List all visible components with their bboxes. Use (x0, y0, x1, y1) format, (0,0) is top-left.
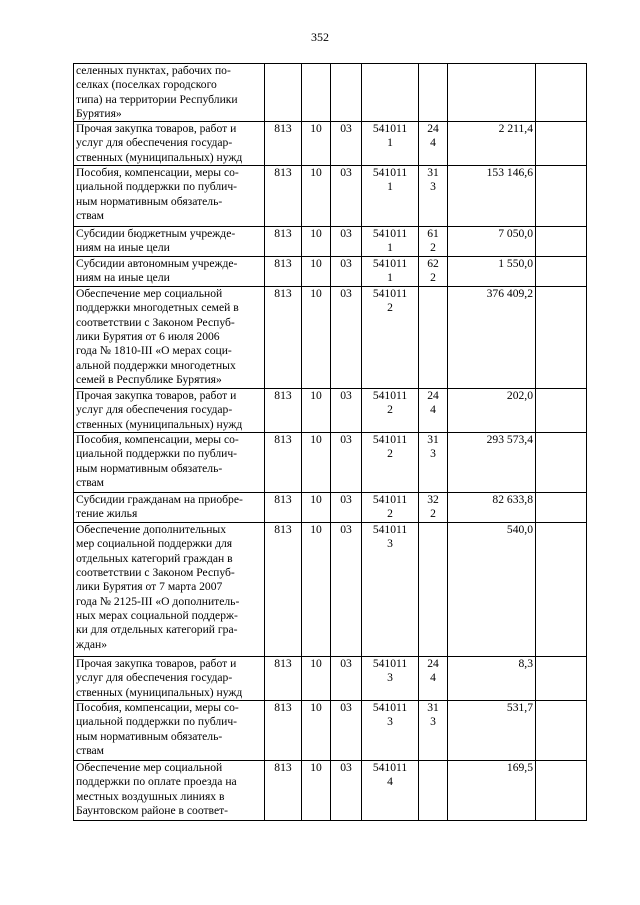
table-row (74, 657, 587, 701)
cell-sum: 8,3 (448, 657, 536, 701)
cell-ved: 813 (265, 287, 302, 389)
table-row (74, 493, 587, 523)
cell-name: селенных пунктах, рабочих по- селках (поселках городского типа) на территории Республики Бурятия» (74, 64, 265, 122)
cell-vr: 32 2 (419, 493, 448, 523)
cell-ved: 813 (265, 227, 302, 257)
table-row (74, 701, 587, 761)
cell-pr (331, 64, 362, 122)
cell-rz: 10 (302, 701, 331, 761)
cell-rz: 10 (302, 122, 331, 166)
cell-vr: 24 4 (419, 657, 448, 701)
cell-pr: 03 (331, 523, 362, 657)
cell-empty (536, 122, 587, 166)
cell-name: Обеспечение мер социальной поддержки по оплате проезда на местных воздушных линиях в Баунтовском районе в соответ- (74, 761, 265, 821)
cell-vr: 31 3 (419, 701, 448, 761)
cell-name: Субсидии автономным учрежде- ниям на иные цели (74, 257, 265, 287)
cell-pr: 03 (331, 701, 362, 761)
cell-empty (536, 257, 587, 287)
cell-empty (536, 701, 587, 761)
cell-empty (536, 433, 587, 493)
cell-csr: 541011 3 (362, 701, 419, 761)
cell-vr: 62 2 (419, 257, 448, 287)
cell-pr: 03 (331, 287, 362, 389)
cell-empty (536, 389, 587, 433)
cell-csr: 541011 1 (362, 122, 419, 166)
cell-sum: 169,5 (448, 761, 536, 821)
cell-sum: 540,0 (448, 523, 536, 657)
cell-name: Прочая закупка товаров, работ и услуг для обеспечения государ- ственных (муниципальных) нужд (74, 122, 265, 166)
cell-vr (419, 761, 448, 821)
cell-empty (536, 657, 587, 701)
cell-rz: 10 (302, 433, 331, 493)
page-number: 352 (311, 30, 329, 44)
cell-vr (419, 287, 448, 389)
cell-empty (536, 287, 587, 389)
cell-pr: 03 (331, 257, 362, 287)
table-row (74, 523, 587, 657)
table-row (74, 389, 587, 433)
budget-table (73, 63, 587, 821)
cell-empty (536, 493, 587, 523)
cell-csr: 541011 1 (362, 166, 419, 227)
cell-name: Пособия, компенсации, меры со- циальной поддержки по публич- ным нормативным обязатель- ствам (74, 433, 265, 493)
table-row (74, 761, 587, 821)
cell-name: Обеспечение мер социальной поддержки многодетных семей в соответствии с Законом Респуб- лики Бурятия от 6 июля 2006 года № 1810-III «О мерах соци- альной поддержки многодетных семей в Республике Бурятия» (74, 287, 265, 389)
cell-rz: 10 (302, 523, 331, 657)
cell-csr: 541011 3 (362, 657, 419, 701)
cell-pr: 03 (331, 227, 362, 257)
cell-vr: 31 3 (419, 166, 448, 227)
cell-sum: 202,0 (448, 389, 536, 433)
cell-csr: 541011 1 (362, 257, 419, 287)
cell-vr (419, 523, 448, 657)
cell-sum: 82 633,8 (448, 493, 536, 523)
cell-sum: 376 409,2 (448, 287, 536, 389)
cell-vr (419, 64, 448, 122)
cell-empty (536, 523, 587, 657)
cell-ved: 813 (265, 523, 302, 657)
cell-csr (362, 64, 419, 122)
cell-rz: 10 (302, 287, 331, 389)
cell-vr: 31 3 (419, 433, 448, 493)
cell-ved: 813 (265, 122, 302, 166)
table-row (74, 64, 587, 122)
cell-ved: 813 (265, 166, 302, 227)
cell-ved: 813 (265, 389, 302, 433)
cell-rz: 10 (302, 257, 331, 287)
cell-vr: 24 4 (419, 389, 448, 433)
cell-empty (536, 64, 587, 122)
cell-csr: 541011 1 (362, 227, 419, 257)
table-row (74, 433, 587, 493)
table-row (74, 166, 587, 227)
cell-csr: 541011 2 (362, 287, 419, 389)
table-row (74, 257, 587, 287)
cell-ved (265, 64, 302, 122)
cell-pr: 03 (331, 761, 362, 821)
table-row (74, 287, 587, 389)
cell-name: Субсидии бюджетным учрежде- ниям на иные цели (74, 227, 265, 257)
cell-name: Обеспечение дополнительных мер социальной поддержки для отдельных категорий граждан в соответствии с Законом Респуб- лики Бурятия от 7 марта 2007 года № 2125-III «О дополнитель- ных мерах социальной поддерж- ки для отдельных категорий гра- ждан» (74, 523, 265, 657)
cell-rz: 10 (302, 657, 331, 701)
cell-name: Субсидии гражданам на приобре- тение жилья (74, 493, 265, 523)
cell-rz: 10 (302, 389, 331, 433)
cell-pr: 03 (331, 122, 362, 166)
cell-vr: 61 2 (419, 227, 448, 257)
cell-csr: 541011 3 (362, 523, 419, 657)
cell-empty (536, 166, 587, 227)
cell-ved: 813 (265, 761, 302, 821)
cell-empty (536, 227, 587, 257)
cell-name: Пособия, компенсации, меры со- циальной поддержки по публич- ным нормативным обязатель- ствам (74, 701, 265, 761)
cell-rz (302, 64, 331, 122)
cell-sum: 153 146,6 (448, 166, 536, 227)
cell-ved: 813 (265, 493, 302, 523)
cell-ved: 813 (265, 657, 302, 701)
table-row (74, 122, 587, 166)
cell-rz: 10 (302, 166, 331, 227)
cell-sum: 2 211,4 (448, 122, 536, 166)
cell-pr: 03 (331, 166, 362, 227)
cell-csr: 541011 2 (362, 389, 419, 433)
cell-sum: 1 550,0 (448, 257, 536, 287)
cell-ved: 813 (265, 433, 302, 493)
cell-name: Пособия, компенсации, меры со- циальной поддержки по публич- ным нормативным обязатель- ствам (74, 166, 265, 227)
cell-name: Прочая закупка товаров, работ и услуг для обеспечения государ- ственных (муниципальных) нужд (74, 389, 265, 433)
cell-csr: 541011 2 (362, 493, 419, 523)
table-row (74, 227, 587, 257)
cell-pr: 03 (331, 657, 362, 701)
cell-csr: 541011 2 (362, 433, 419, 493)
cell-sum: 7 050,0 (448, 227, 536, 257)
cell-name: Прочая закупка товаров, работ и услуг для обеспечения государ- ственных (муниципальных) нужд (74, 657, 265, 701)
cell-sum: 531,7 (448, 701, 536, 761)
cell-rz: 10 (302, 761, 331, 821)
cell-csr: 541011 4 (362, 761, 419, 821)
cell-rz: 10 (302, 493, 331, 523)
cell-pr: 03 (331, 389, 362, 433)
cell-pr: 03 (331, 433, 362, 493)
cell-vr: 24 4 (419, 122, 448, 166)
cell-empty (536, 761, 587, 821)
cell-pr: 03 (331, 493, 362, 523)
cell-sum: 293 573,4 (448, 433, 536, 493)
cell-rz: 10 (302, 227, 331, 257)
cell-ved: 813 (265, 257, 302, 287)
cell-sum (448, 64, 536, 122)
cell-ved: 813 (265, 701, 302, 761)
